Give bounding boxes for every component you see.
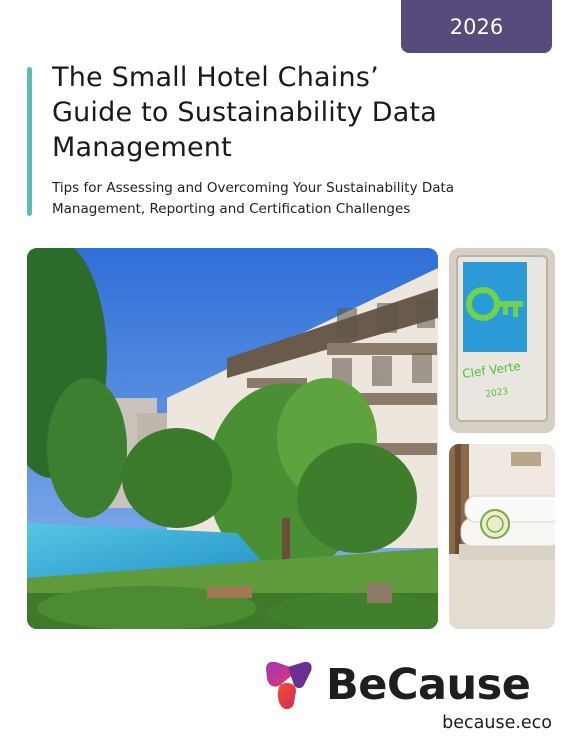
cover-subtitle — [52, 178, 562, 220]
clef-verte-plaque-photo — [449, 248, 555, 433]
subtitle-line-1: Tips for Assessing and Overcoming Your Sustainability Data — [52, 180, 455, 196]
because-logo-icon — [262, 659, 314, 711]
subtitle-line-2: Management, Reporting and Certification Challenges — [52, 201, 411, 217]
plaque-year: 2023 — [484, 386, 509, 400]
plaque-text: Clef Verte — [461, 358, 522, 381]
cover-title — [52, 60, 552, 165]
brand-name: BeCause — [326, 660, 531, 710]
title-accent-bar — [27, 67, 32, 216]
title-line-2: Guide to Sustainability Data — [52, 97, 438, 128]
title-line-3: Management — [52, 132, 232, 163]
year-label: 2026 — [449, 14, 504, 39]
hotel-towels-photo — [449, 444, 555, 629]
title-line-1: The Small Hotel Chains’ — [52, 62, 379, 93]
hotel-pool-photo — [27, 248, 438, 629]
year-badge — [401, 0, 552, 53]
brand-url: because.eco — [442, 713, 552, 733]
